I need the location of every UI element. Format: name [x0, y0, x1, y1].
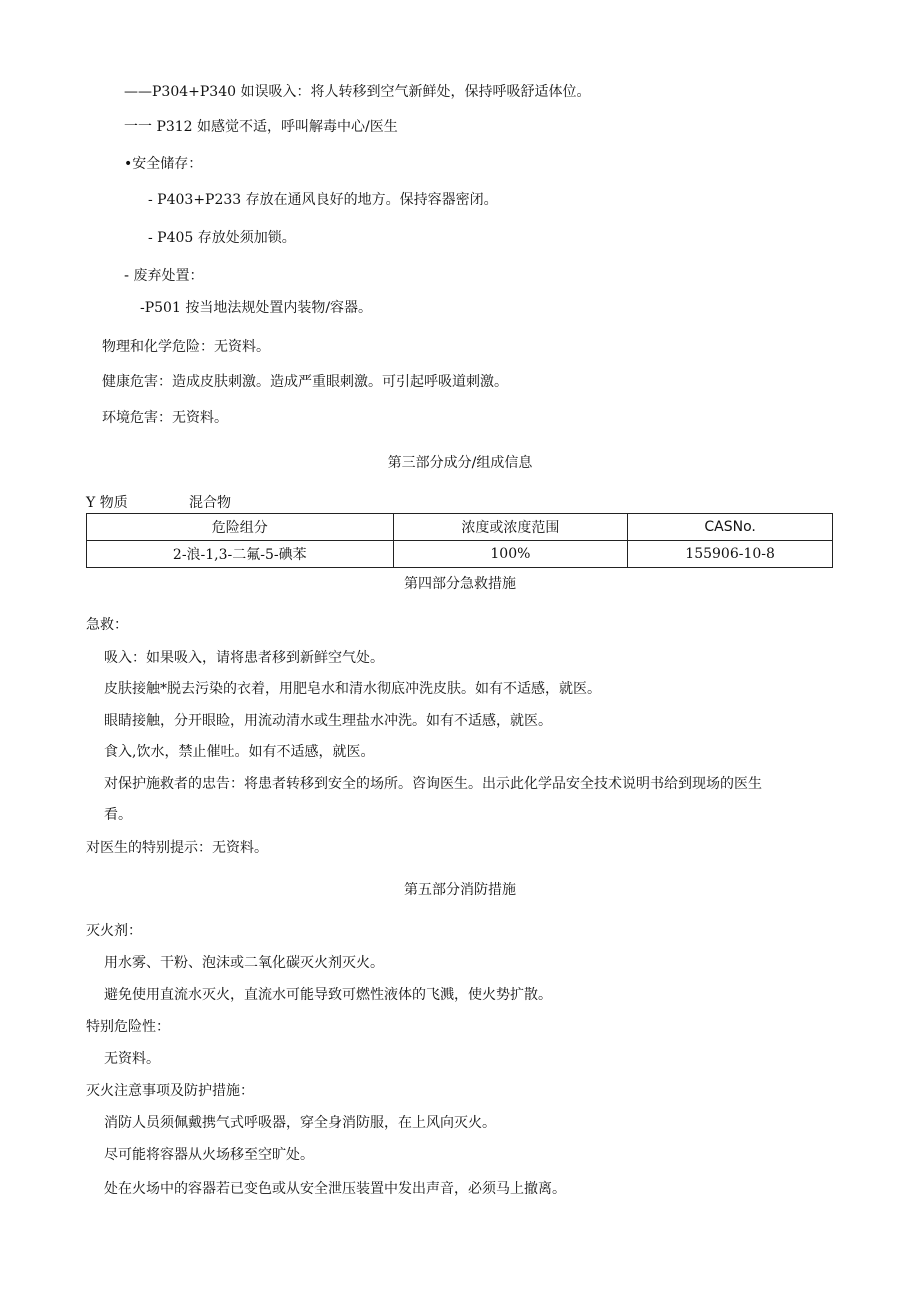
disposal-item: -P501 按当地法规处置内装物/容器。 — [140, 300, 373, 316]
rescuer-label: 对保护施救者的忠告 — [104, 776, 230, 792]
first-aid-item-label: 食入 — [104, 744, 132, 760]
extinguish-label: 灭火剂： — [86, 923, 142, 939]
first-aid-label: 急救： — [86, 617, 128, 633]
first-aid-ingestion — [104, 742, 374, 762]
disposal-label: - 废弃处置： — [124, 268, 204, 284]
rescuer-advice — [104, 774, 762, 794]
hazard-text: ：无资料。 — [158, 410, 228, 426]
table-cell: 155906-10-8 — [628, 541, 833, 568]
hazard-health — [102, 372, 508, 392]
section5-title: 第五部分消防措施 — [404, 882, 516, 898]
doctor-note — [86, 838, 268, 858]
table-header: CASNo. — [628, 514, 833, 541]
storage-item: - P405 存放处须加锁。 — [148, 230, 296, 246]
section4-title: 第四部分急救措施 — [404, 576, 516, 592]
table-header-row — [87, 514, 833, 541]
first-aid-item-label: 皮肤接触 — [104, 681, 160, 697]
rescuer-text-continued: 看。 — [104, 807, 132, 823]
first-aid-item-text: *脱去污染的衣着，用肥皂水和清水彻底冲洗皮肤。如有不适感，就医。 — [160, 681, 601, 697]
first-aid-inhalation: 吸入：如果吸入，请将患者移到新鲜空气处。 — [104, 650, 384, 666]
extinguish-item: 避免使用直流水灭火，直流水可能导致可燃性液体的飞溅，使火势扩散。 — [104, 987, 552, 1003]
first-aid-skin — [104, 679, 601, 699]
table-header: 危险组分 — [87, 514, 394, 541]
section3-title: 第三部分成分/组成信息 — [387, 455, 533, 471]
substance-label: Y 物质 — [86, 495, 128, 511]
table-cell: 2-浪-1,3-二氟-5-碘苯 — [87, 541, 394, 568]
hazard-label: 环境危害 — [102, 410, 158, 426]
hazard-label: 物理和化学危险 — [102, 339, 200, 355]
table-header: 浓度或浓度范围 — [393, 514, 628, 541]
table-cell: 100% — [393, 541, 628, 568]
storage-label: •安全储存： — [124, 156, 203, 172]
special-hazard-label: 特别危险性： — [86, 1019, 170, 1035]
first-aid-item-label: 眼睛接触 — [104, 713, 160, 729]
doctor-text: ：无资料。 — [198, 840, 268, 856]
precaution-line-p304: ——P304+P340 如误吸入：将人转移到空气新鲜处，保持呼吸舒适体位。 — [124, 84, 591, 100]
hazard-environment — [102, 408, 228, 428]
hazard-physical — [102, 337, 270, 357]
composition-table — [86, 513, 833, 568]
first-aid-item-text: ，分开眼睑，用流动清水或生理盐水冲洗。如有不适感，就医。 — [160, 713, 552, 729]
substance-value: 混合物 — [189, 495, 231, 511]
precaution-line-p312: 一一 P312 如感觉不适，呼叫解毒中心/医生 — [124, 119, 398, 135]
storage-item: - P403+P233 存放在通风良好的地方。保持容器密闭。 — [148, 192, 498, 208]
firefighting-precaution-item: 消防人员须佩戴携气式呼吸器，穿全身消防服，在上风向灭火。 — [104, 1115, 496, 1131]
firefighting-precaution-item: 处在火场中的容器若已变色或从安全泄压装置中发出声音，必须马上撤离。 — [104, 1181, 566, 1197]
rescuer-text: ：将患者转移到安全的场所。咨询医生。出示此化学品安全技术说明书给到现场的医生 — [230, 776, 762, 792]
first-aid-eyes — [104, 711, 552, 731]
firefighting-precaution-item: 尽可能将容器从火场移至空旷处。 — [104, 1147, 314, 1163]
extinguish-item: 用水雾、干粉、泡沫或二氧化碳灭火剂灭火。 — [104, 955, 384, 971]
firefighting-precaution-label: 灭火注意事项及防护措施： — [86, 1083, 254, 1099]
table-row — [87, 541, 833, 568]
hazard-text: ：无资料。 — [200, 339, 270, 355]
special-hazard-item: 无资料。 — [104, 1051, 160, 1067]
hazard-label: 健康危害 — [102, 374, 158, 390]
doctor-label: 对医生的特别提示 — [86, 840, 198, 856]
hazard-text: ：造成皮肤刺激。造成严重眼刺激。可引起呼吸道刺激。 — [158, 374, 508, 390]
first-aid-item-text: ,饮水，禁止催吐。如有不适感，就医。 — [132, 744, 375, 760]
